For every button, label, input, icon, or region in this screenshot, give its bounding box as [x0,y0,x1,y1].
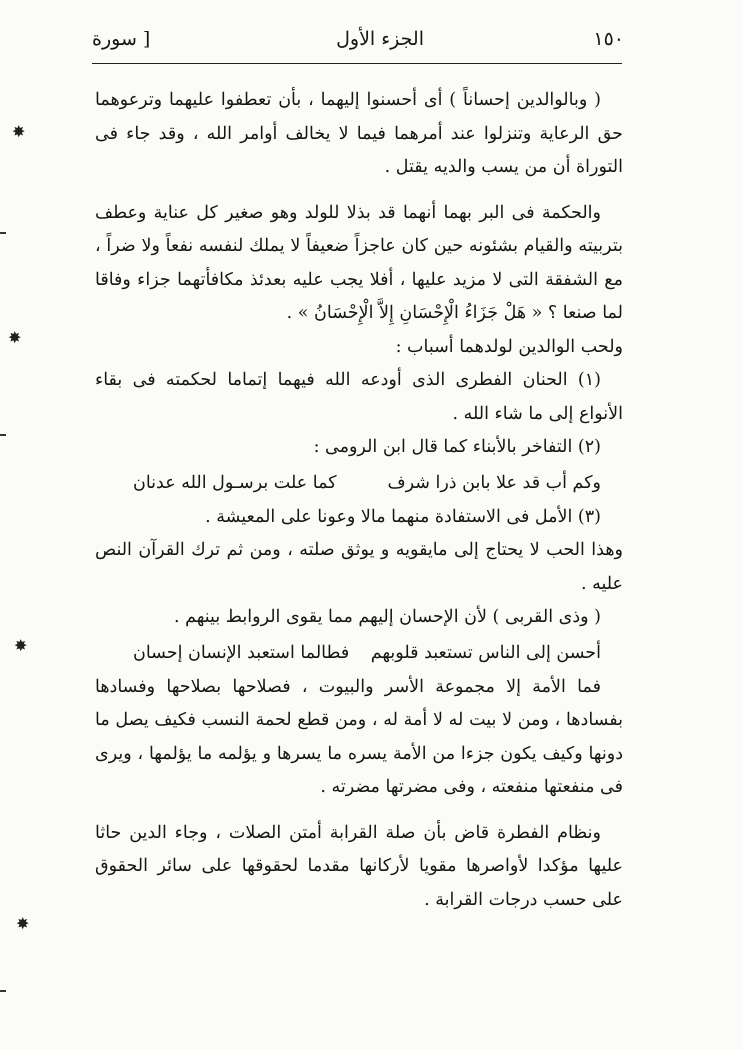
header-rule [92,63,622,64]
paragraph-nation: فما الأمة إلا مجموعة الأسر والبيوت ، فصلاحها بصلاحها وفسادها بفسادها ، ومن لا بيت له لا أمة له ، ومن قطع لحمة النسب فكيف يصل ما دونها وكيف يكون جزءا من الأمة يسره ما يسرها و يؤلمه ما يؤلمها ، ويرى فى منفعتها منفعته ، وفى مضرتها مضرته . [95,676,623,797]
verse-second-hemistich: فطالما استعبد الإنسان إحسان [133,642,350,663]
margin-ink-mark: ✸ [16,914,30,933]
part-title: الجزء الأول [336,28,424,50]
poem-verse-1 [95,465,623,501]
margin-tick [0,434,6,436]
surah-label: [ سورة [92,28,151,50]
paragraph-reasons-intro: ولحب الوالدين لولدهما أسباب : [395,336,623,357]
paragraph-reason-2: (٢) التفاخر بالأبناء كما قال ابن الرومى : [313,437,601,457]
paragraph-kin: ( وذى القربى ) لأن الإحسان إليهم مما يقوى الروابط بينهم . [173,607,601,627]
paragraph-reason-1: (١) الحنان الفطرى الذى أودعه الله فيهما إتماما لحكمته فى بقاء الأنواع إلى ما شاء الله . [95,370,623,424]
verse-second-hemistich: كما علت برسـول الله عدنان [133,472,337,493]
poem-verse-2 [95,635,623,671]
verse-first-hemistich: أحسن إلى الناس تستعبد قلوبهم [370,642,601,663]
margin-tick [0,990,6,992]
page-number: ١٥٠ [593,28,624,50]
paragraph-love-note: وهذا الحب لا يحتاج إلى مايقويه و يوثق صلته ، ومن ثم ترك القرآن النص عليه . [95,540,623,594]
margin-ink-mark: ✸ [12,122,26,141]
paragraph-wisdom: والحكمة فى البر بهما أنهما قد بذلا للولد وهو صغير كل عناية وعطف بتربيته والقيام بشئونه حين كان عاجزاً ضعيفاً لا يملك لنفسه نفعاً ولا ضراً ، مع الشفقة التى لا مزيد عليها ، أفلا يجب عليه بعدئذ مكافأتهما جزاء وفاقا لما صنعا ؟ « هَلْ جَزَاءُ الْإِحْسَانِ إِلاَّ الْإِحْسَانُ » . [95,202,623,323]
margin-tick [0,232,6,234]
verse-first-hemistich: وكم أب قد علا بابن ذرا شرف [387,472,601,493]
page-header [92,24,624,60]
page-body [95,84,623,917]
paragraph-verse-parents: ( وبالوالدين إحساناً ) أى أحسنوا إليهما ، بأن تعطفوا عليهما وترعوهما حق الرعاية وتنزلوا عند أمرهما فيما لا يخالف أوامر الله ، وقد جاء فى التوراة أن من يسب والديه يقتل . [95,90,623,177]
margin-ink-mark: ✸ [14,636,28,655]
paragraph-reason-3: (٣) الأمل فى الاستفادة منهما مالا وعونا على المعيشة . [205,506,601,527]
paragraph-nature: ونظام الفطرة قاض بأن صلة القرابة أمتن الصلات ، وجاء الدين حاثا عليها مؤكدا لأواصرها مقويا لأركانها مقدما لحقوقها على سائر الحقوق على حسب درجات القرابة . [95,822,623,910]
margin-ink-mark: ✸ [8,328,22,347]
